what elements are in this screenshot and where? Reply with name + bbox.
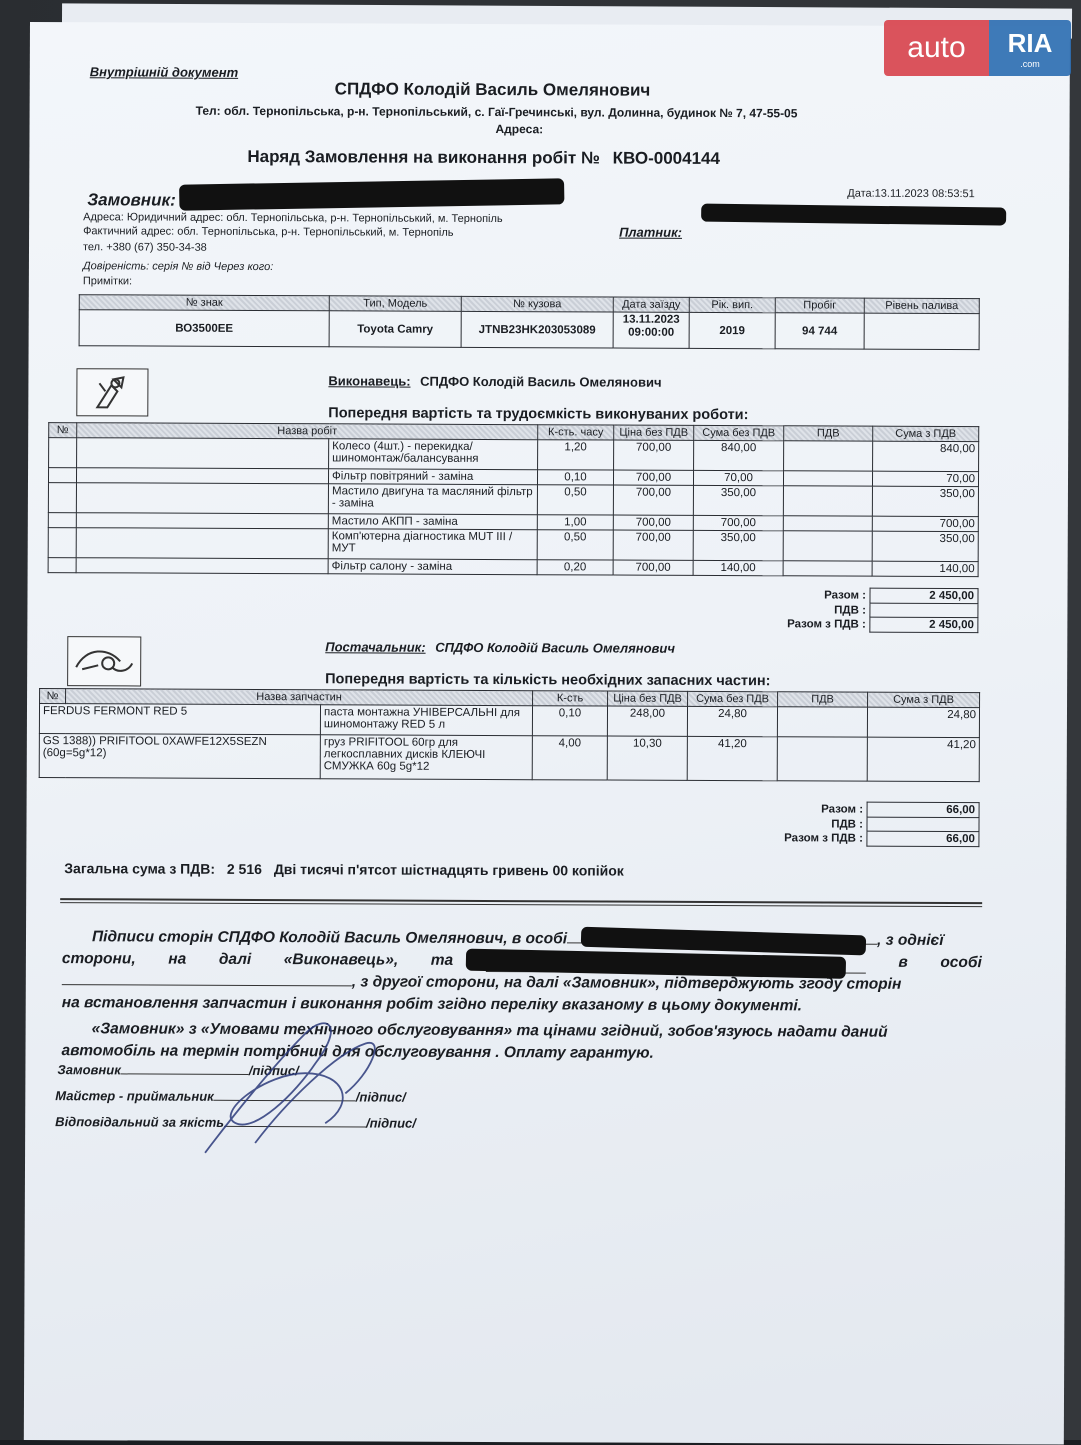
address-label: Адреса: bbox=[495, 122, 544, 137]
header-work-name: Назва робіт bbox=[77, 423, 538, 440]
header-plate: № знак bbox=[79, 295, 329, 311]
header-no: № bbox=[40, 689, 66, 704]
vehicle-row bbox=[79, 310, 979, 350]
header-total: Сума з ПДВ bbox=[868, 692, 980, 707]
handwritten-signature bbox=[195, 1003, 416, 1164]
table-row: Фільтр салону - заміна 0,20 700,00 140,00 140,00 bbox=[48, 558, 978, 577]
agreement-line-3: , з другої сторони, на далі «Замовник», підтверджують згоду сторін bbox=[62, 970, 982, 996]
header-vat: ПДВ bbox=[784, 426, 873, 441]
parts-icon bbox=[67, 636, 141, 686]
autoria-watermark bbox=[884, 20, 1071, 76]
customer-label: Замовник: bbox=[87, 190, 176, 210]
vin-number: JTNB23HK203053089 bbox=[461, 311, 613, 348]
header-total: Сума з ПДВ bbox=[873, 426, 979, 441]
mileage: 94 744 bbox=[775, 313, 864, 349]
table-row: Фільтр повітряний - заміна 0,10 700,00 70,00 70,00 bbox=[48, 468, 978, 487]
executor-line: Виконавець: СПДФО Колодій Василь Омелянович bbox=[328, 373, 662, 390]
payer-label: Платник: bbox=[619, 224, 683, 240]
header-sum: Сума без ПДВ bbox=[688, 691, 778, 706]
works-total: 2 450,00 bbox=[869, 588, 977, 603]
company-contacts: Тел: обл. Тернопільська, р-н. Тернопільський, с. Гаї-Гречинські, вул. Долинна, будинок № 7, 47-55-05 bbox=[195, 103, 798, 121]
grand-total: Загальна сума з ПДВ: 2 516 Дві тисячі п'ятсот шістнадцять гривень 00 копійок bbox=[64, 860, 624, 879]
internal-doc-label: Внутрішній документ bbox=[89, 64, 239, 80]
order-date: Дата:13.11.2023 08:53:51 bbox=[847, 187, 975, 201]
order-title: Наряд Замовлення на виконання робіт № КВО-0004144 bbox=[247, 146, 720, 169]
agreement-line-1: Підписи сторін СПДФО Колодій Василь Омелянович, в особі , з однієї bbox=[91, 928, 944, 949]
works-totals: Разом : 2 450,00 ПДВ : Разом з ПДВ : 2 450,00 bbox=[747, 587, 978, 633]
table-row: FERDUS FERMONT RED 5 паста монтажна УНІВЕРСАЛЬНІ для шиномонтажу RED 5 л 0,10 248,00 24,80 24,80 bbox=[39, 704, 979, 738]
vehicle-model: Toyota Camry bbox=[329, 311, 461, 348]
header-year: Рік. вип. bbox=[689, 297, 775, 312]
watermark-auto: auto bbox=[884, 20, 989, 76]
order-number: КВО-0004144 bbox=[612, 148, 720, 169]
notes-label: Примітки: bbox=[82, 275, 133, 288]
redacted-payer-name bbox=[701, 204, 1006, 226]
plate-number: ВО3500ЕЕ bbox=[79, 310, 329, 347]
table-row: Комп'ютерна діагностика MUT III / МУТ 0,50 700,00 350,00 350,00 bbox=[48, 528, 978, 562]
agreement-line-5: «Замовник» з «Умовами технічного обслуговування» та цінами згідний, зобов'язуюсь надати даний bbox=[91, 1020, 888, 1041]
header-no: № bbox=[49, 423, 77, 438]
header-sum: Сума без ПДВ bbox=[694, 425, 784, 440]
supplier-line: Постачальник: СПДФО Колодій Василь Омелянович bbox=[325, 639, 675, 656]
parts-table bbox=[39, 688, 980, 782]
header-price: Ціна без ПДВ bbox=[608, 691, 688, 706]
arrival-datetime: 13.11.2023 09:00:00 bbox=[613, 312, 689, 348]
table-row: Мастило АКПП - заміна 1,00 700,00 700,00 700,00 bbox=[48, 513, 978, 532]
table-row: GS 1388)) PRIFITOOL 0XAWFE12X5SEZN (60g=5g*12) груз PRIFITOOL 60гр для легкосплавних дисків КЛЕЮЧІ СМУЖКА 60g 5g*12 4,00 10,30 41,20 41,20 bbox=[39, 734, 979, 782]
company-name: СПДФО Колодій Василь Омелянович bbox=[334, 79, 651, 100]
works-title: Попередня вартість та трудоємкість виконуваних роботи: bbox=[328, 405, 749, 424]
header-vat: ПДВ bbox=[778, 692, 868, 707]
works-vat bbox=[869, 603, 977, 617]
signature-master: Майстер - приймальник /підпис/ bbox=[55, 1088, 406, 1105]
customer-phone: тел. +380 (67) 350-34-38 bbox=[82, 241, 207, 254]
header-fuel: Рівень палива bbox=[864, 298, 979, 314]
header-qty: К-сть bbox=[533, 691, 608, 706]
header-part-name: Назва запчастин bbox=[66, 689, 533, 706]
table-row: Колесо (4шт.) - перекидка/шиномонтаж/балансування 1,20 700,00 840,00 840,00 bbox=[49, 438, 979, 472]
grand-total-amount: 2 516 bbox=[226, 860, 262, 878]
header-arrival: Дата заїзду bbox=[613, 297, 689, 312]
proxy-info: Довіреність: серія № від Через кого: bbox=[82, 260, 274, 274]
header-mileage: Пробіг bbox=[775, 298, 864, 313]
watermark-ria: RIA .com bbox=[989, 20, 1071, 76]
agreement-line-2: сторони, на далі «Виконавець», та в особі bbox=[62, 948, 982, 974]
redacted-customer-name bbox=[179, 178, 564, 210]
signature-quality: Відповідальний за якість /підпис/ bbox=[55, 1114, 416, 1131]
parts-totals: Разом : 66,00 ПДВ : Разом з ПДВ : 66,00 bbox=[746, 801, 979, 847]
parts-total: 66,00 bbox=[867, 802, 979, 817]
header-price: Ціна без ПДВ bbox=[614, 425, 694, 440]
fuel-level bbox=[864, 313, 979, 350]
manufacture-year: 2019 bbox=[689, 312, 775, 348]
works-table bbox=[48, 422, 980, 577]
parts-total-vat: 66,00 bbox=[866, 831, 978, 846]
vehicle-table bbox=[79, 294, 980, 350]
mechanic-icon bbox=[76, 368, 148, 416]
grand-total-words: Дві тисячі п'ятсот шістнадцять гривень 00 копійок bbox=[273, 861, 624, 879]
agreement-line-4: на встановлення запчастин і виконання робіт згідно переліку вказаному в цьому документі. bbox=[61, 994, 803, 1015]
header-model: Тип, Модель bbox=[329, 296, 461, 312]
parts-vat bbox=[866, 817, 978, 831]
actual-address: Фактичний адрес: обл. Тернопільська, р-н. Тернопільський, м. Тернопіль bbox=[83, 225, 454, 239]
document-page bbox=[24, 22, 1070, 1445]
legal-address: Адреса: Юридичний адрес: обл. Тернопільська, р-н. Тернопільський, м. Тернопіль bbox=[83, 211, 503, 226]
agreement-line-6: автомобіль на термін потрібний для обслуговування . Оплату гарантую. bbox=[61, 1042, 654, 1062]
table-row: Мастило двигуна та масляний фільтр - заміна 0,50 700,00 350,00 350,00 bbox=[48, 483, 978, 517]
header-hours: К-сть. часу bbox=[538, 425, 614, 440]
parts-title: Попередня вартість та кількість необхідних запасних частин: bbox=[325, 671, 771, 690]
signature-customer: Замовник /підпис/ bbox=[57, 1062, 299, 1079]
header-vin: № кузова bbox=[461, 296, 613, 312]
works-total-vat: 2 450,00 bbox=[869, 617, 977, 632]
